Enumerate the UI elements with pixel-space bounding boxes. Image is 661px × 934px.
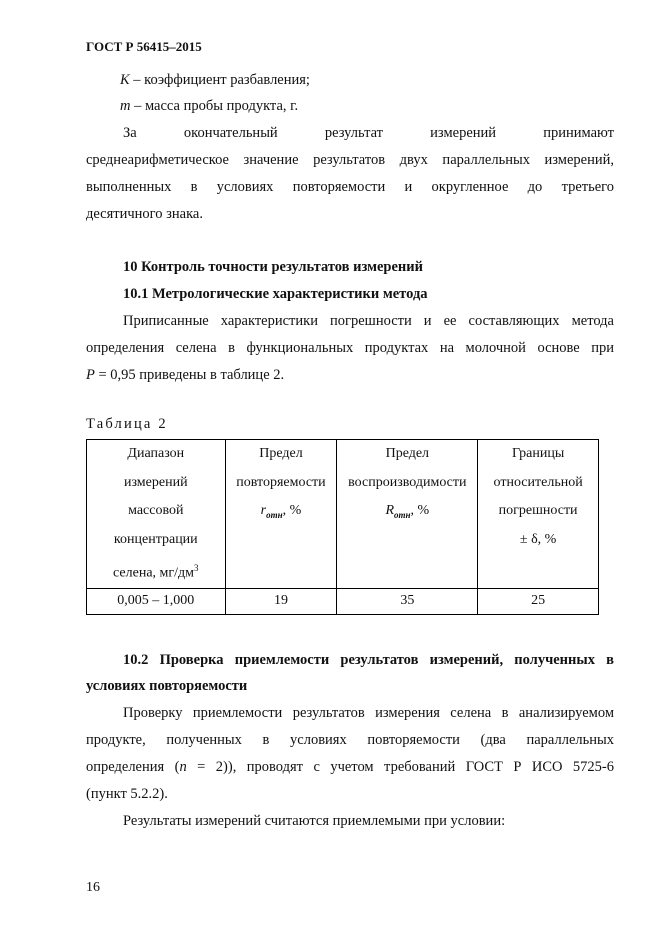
header-reproducibility-line: воспроизводимости — [348, 474, 467, 490]
header-reproducibility-symbol — [337, 497, 477, 529]
unit-percent: , % — [410, 503, 430, 518]
header-repeatability-line: повторяемости — [236, 474, 326, 490]
section-10-title: 10 Контроль точности результатов измерений — [123, 259, 423, 275]
table-header-row — [87, 440, 599, 589]
para3-line3-a: определения ( — [86, 759, 180, 775]
header-repeatability-line: Предел — [259, 446, 303, 461]
header-range-line: измерений — [123, 474, 188, 490]
header-error-line: погрешности — [498, 503, 578, 518]
symbol-r: r — [260, 503, 267, 518]
symbol-m: m — [120, 98, 131, 114]
para1-line2: среднеарифметическое значение результатов двух параллельных измерений, — [86, 152, 614, 168]
para3-line3 — [86, 758, 614, 777]
subscript-otn: отн — [266, 509, 283, 520]
header-reproducibility — [337, 440, 478, 589]
para2-line1: Приписанные характеристики погрешности и ее составляющих метода — [123, 313, 614, 329]
para1-line4: десятичного знака. — [86, 206, 203, 222]
header-range-line — [87, 554, 225, 588]
document-header: ГОСТ Р 56415–2015 — [86, 39, 202, 54]
section-10-1-title: 10.1 Метрологические характеристики метода — [123, 286, 428, 302]
para2-line3-text: = 0,95 приведены в таблице 2. — [94, 367, 285, 383]
cell-error-bounds: 25 — [478, 589, 599, 615]
unit-superscript: 3 — [194, 563, 199, 573]
table-caption: Таблица 2 — [86, 416, 168, 432]
header-error-bounds — [478, 440, 599, 589]
definition-k-text: – коэффициент разбавления; — [129, 72, 310, 88]
header-reproducibility-line: Предел — [385, 446, 430, 461]
definition-k — [120, 71, 310, 90]
para2-line2: определения селена в функциональных продуктах на молочной основе при — [86, 340, 614, 356]
symbol-p: P — [86, 367, 95, 383]
para3-line2: продукте, полученных в условиях повторяемости (два параллельных — [86, 732, 614, 748]
header-range-line: Диапазон — [127, 446, 185, 461]
para2-line3 — [86, 366, 284, 385]
header-error-line: относительной — [493, 474, 583, 490]
para1-line3: выполненных в условиях повторяемости и округленное до третьего — [86, 179, 614, 195]
header-error-line: Границы — [511, 446, 565, 461]
para3-line4: (пункт 5.2.2). — [86, 786, 168, 802]
symbol-R: R — [385, 503, 395, 518]
header-range-line: массовой — [128, 503, 184, 518]
subscript-otn: отн — [394, 509, 411, 520]
header-error-line: ± δ, % — [519, 531, 557, 547]
header-repeatability — [225, 440, 337, 589]
header-range — [87, 440, 226, 589]
cell-repeatability: 19 — [225, 589, 337, 615]
symbol-k: K — [120, 72, 130, 88]
para3-line1: Проверку приемлемости результатов измерения селена в анализируемом — [123, 705, 614, 721]
definition-m — [120, 97, 298, 116]
definition-m-text: – масса пробы продукта, г. — [130, 98, 299, 114]
page-number: 16 — [86, 880, 100, 895]
table-row — [87, 589, 599, 615]
header-range-unit: селена, мг/дм — [113, 565, 195, 581]
para4-text: Результаты измерений считаются приемлемыми при условии: — [123, 813, 506, 829]
cell-reproducibility: 35 — [337, 589, 478, 615]
table-2 — [86, 439, 599, 615]
symbol-n: n — [179, 759, 187, 775]
para1-line1: За окончательный результат измерений принимают — [123, 125, 614, 141]
section-10-2-title-line2: условиях повторяемости — [86, 678, 248, 694]
unit-percent: , % — [282, 503, 302, 518]
cell-range: 0,005 – 1,000 — [87, 589, 226, 615]
header-range-line: концентрации — [113, 531, 198, 547]
section-10-2-title-line1: 10.2 Проверка приемлемости результатов измерений, полученных в — [123, 652, 614, 668]
para3-line3-b: = 2)), проводят с учетом требований ГОСТ Р ИСО 5725-6 — [186, 759, 615, 775]
header-repeatability-symbol — [226, 497, 337, 529]
